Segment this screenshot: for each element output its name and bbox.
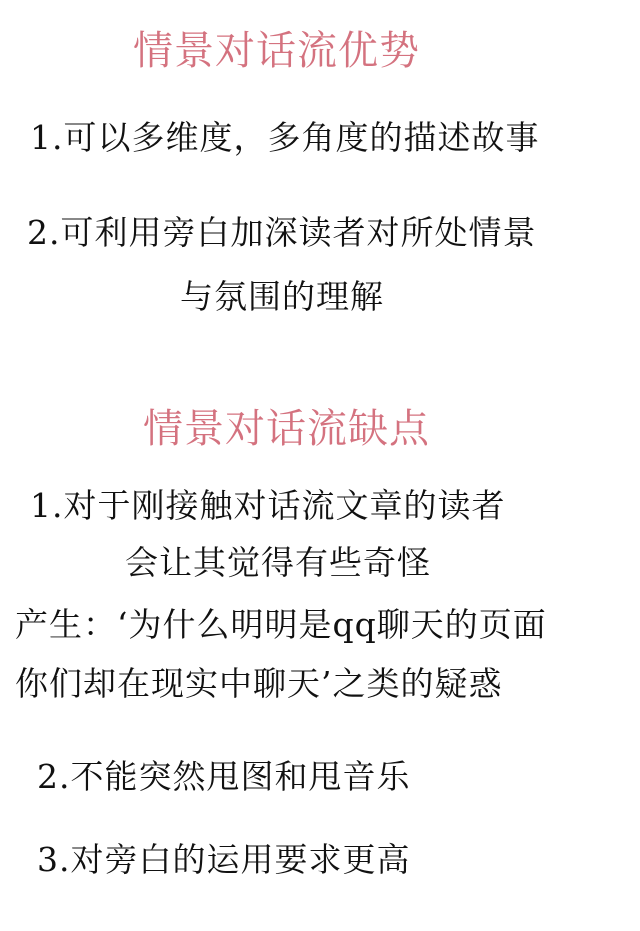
disadvantages-title: 情景对话流缺点: [143, 406, 430, 452]
disadvantage-item-1-quote-end: 你们却在现实中聊天’之类的疑惑: [15, 664, 503, 703]
disadvantage-item-1: 1.对于刚接触对话流文章的读者: [30, 486, 506, 525]
disadvantage-item-3: 3.对旁白的运用要求更高: [37, 840, 411, 879]
advantage-item-1: 1.可以多维度，多角度的描述故事: [30, 118, 540, 157]
advantage-item-2-continued: 与氛围的理解: [180, 277, 384, 316]
disadvantage-item-1-quote-start: 产生：‘为什么明明是qq聊天的页面: [15, 605, 547, 644]
advantages-title: 情景对话流优势: [133, 28, 420, 74]
disadvantage-item-1-continued: 会让其觉得有些奇怪: [125, 543, 431, 582]
disadvantage-item-2: 2.不能突然甩图和甩音乐: [37, 757, 411, 796]
advantage-item-2: 2.可利用旁白加深读者对所处情景: [27, 213, 537, 252]
